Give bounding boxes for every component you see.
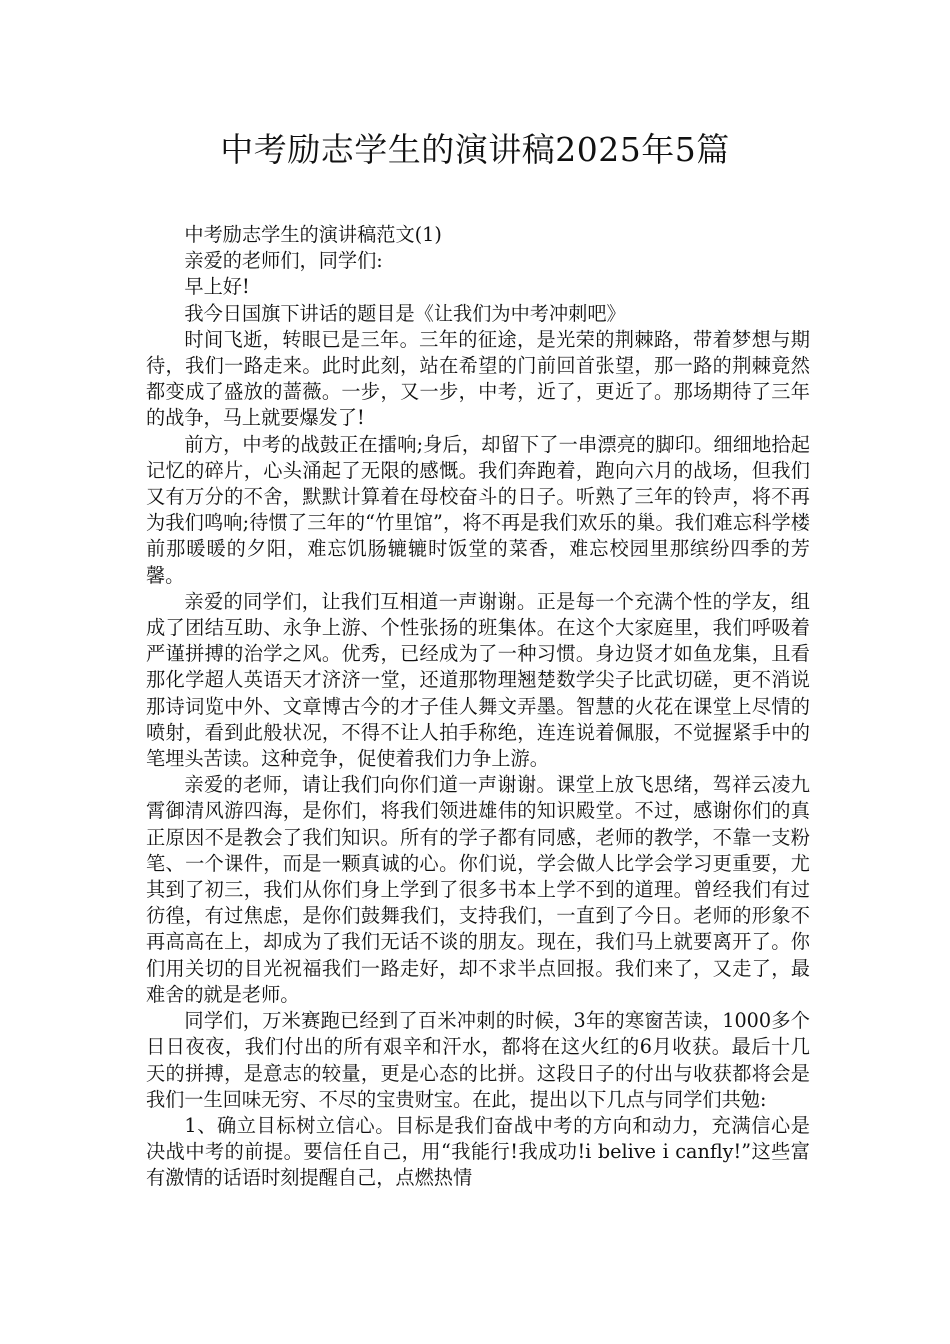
- document-body: [146, 222, 810, 1192]
- paragraph: 亲爱的同学们，让我们互相道一声谢谢。正是每一个充满个性的学友，组成了团结互助、永争上游、个性张扬的班集体。在这个大家庭里，我们呼吸着严谨拼搏的治学之风。优秀，已经成为了一种习惯。身边贤才如鱼龙集，且看那化学超人英语天才济济一堂，还道那物理翘楚数学尖子比武切磋，更不消说那诗词览中外、文章博古今的才子佳人舞文弄墨。智慧的火花在课堂上尽情的喷射，看到此般状况，不得不让人拍手称绝，连连说着佩服，不觉握紧手中的笔埋头苦读。这种竞争，促使着我们力争上游。: [146, 589, 810, 771]
- document-title: 中考励志学生的演讲稿2025年5篇: [220, 130, 730, 169]
- paragraph: 前方，中考的战鼓正在擂响;身后，却留下了一串漂亮的脚印。细细地拾起记忆的碎片，心头涌起了无限的感慨。我们奔跑着，跑向六月的战场，但我们又有万分的不舍，默默计算着在母校奋斗的日子。听熟了三年的铃声，将不再为我们鸣响;待惯了三年的“竹里馆”，将不再是我们欢乐的巢。我们难忘科学楼前那暖暖的夕阳，难忘饥肠辘辘时饭堂的菜香，难忘校园里那缤纷四季的芳馨。: [146, 432, 810, 587]
- paragraph-salutation: 亲爱的老师们，同学们:: [184, 249, 383, 273]
- paragraph: 时间飞逝，转眼已是三年。三年的征途，是光荣的荆棘路，带着梦想与期待，我们一路走来。此时此刻，站在希望的门前回首张望，那一路的荆棘竟然都变成了盛放的蔷薇。一步，又一步，中考，近了，更近了。那场期待了三年的战争，马上就要爆发了!: [146, 327, 810, 430]
- paragraph: 同学们，万米赛跑已经到了百米冲刺的时候，3年的寒窗苦读，1000多个日日夜夜，我们付出的所有艰辛和汗水，都将在这火红的6月收获。最后十几天的拼搏，是意志的较量，更是心态的比拼。这段日子的付出与收获都将会是我们一生回味无穷、不尽的宝贵财宝。在此，提出以下几点与同学们共勉:: [146, 1009, 810, 1111]
- paragraph-subtitle: 中考励志学生的演讲稿范文(1): [184, 223, 442, 246]
- paragraph-greeting: 早上好!: [184, 275, 250, 299]
- paragraph: 亲爱的老师，请让我们向你们道一声谢谢。课堂上放飞思绪，驾祥云凌九霄御清风游四海，是你们，将我们领进雄伟的知识殿堂。不过，感谢你们的真正原因不是教会了我们知识。所有的学子都有同感，老师的教学，不靠一支粉笔、一个课件，而是一颗真诚的心。你们说，学会做人比学会学习更重要，尤其到了初三，我们从你们身上学到了很多书本上学不到的道理。曾经我们有过彷徨，有过焦虑，是你们鼓舞我们，支持我们，一直到了今日。老师的形象不再高高在上，却成为了我们无话不谈的朋友。现在，我们马上就要离开了。你们用关切的目光祝福我们一路走好，却不求半点回报。我们来了，又走了，最难舍的就是老师。: [146, 773, 810, 1006]
- paragraph-topic: 我今日国旗下讲话的题目是《让我们为中考冲刺吧》: [184, 301, 626, 325]
- paragraph: 1、确立目标树立信心。目标是我们奋战中考的方向和动力，充满信心是决战中考的前提。要信任自己，用“我能行!我成功!i belive i canfly!”这些富有激情的话语时刻提醒自己，点燃热情: [146, 1113, 810, 1190]
